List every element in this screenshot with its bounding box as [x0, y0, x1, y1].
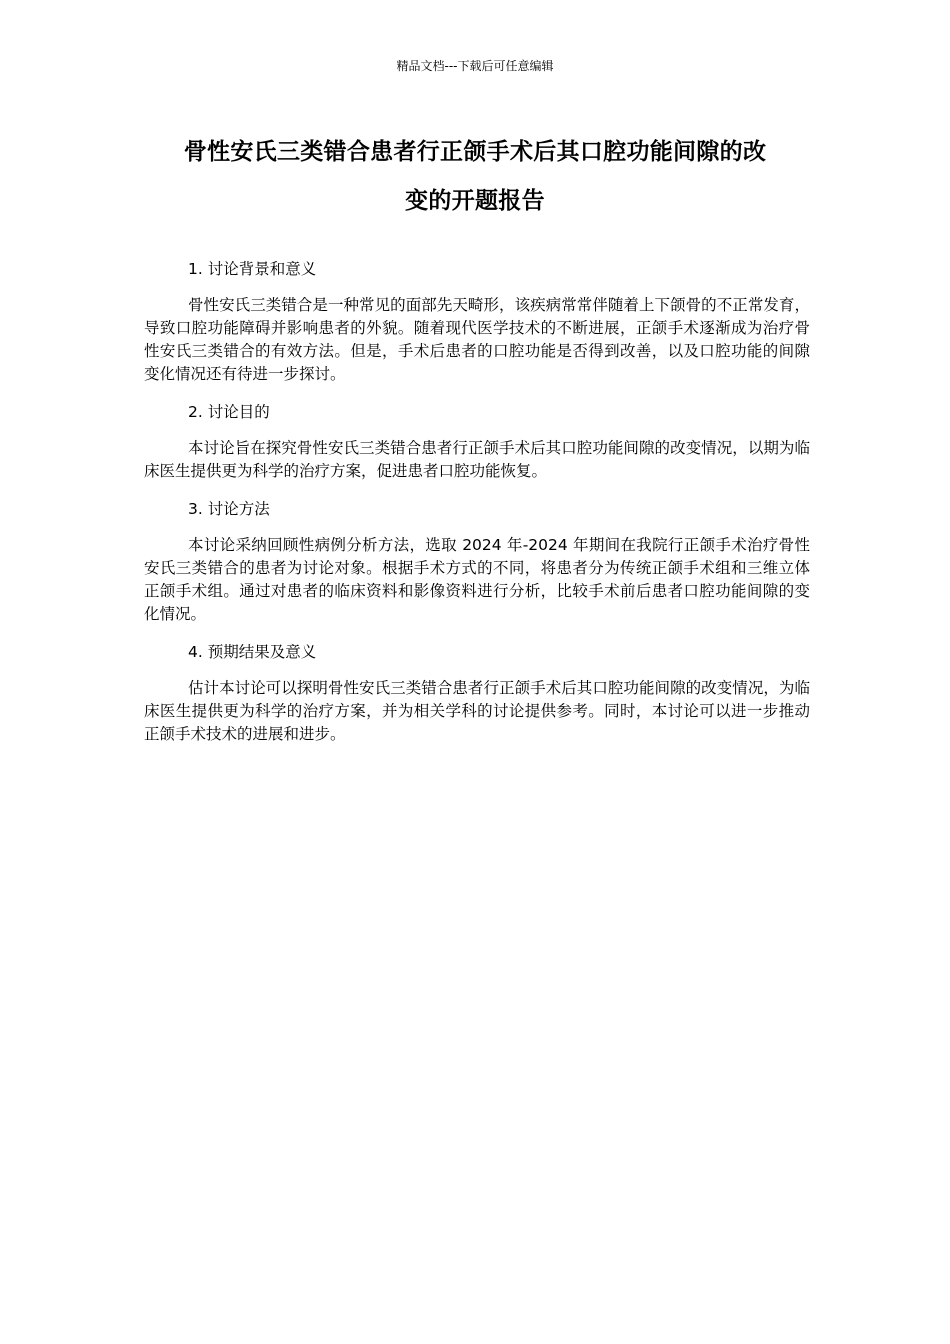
header-note: 精品文档---下载后可任意编辑: [396, 59, 554, 73]
document-title-line-1: 骨性安氏三类错合患者行正颌手术后其口腔功能间隙的改: [183, 139, 767, 165]
document-title-line-2: 变的开题报告: [405, 188, 545, 214]
section-paragraph: 本讨论旨在探究骨性安氏三类错合患者行正颌手术后其口腔功能间隙的改变情况，以期为临床医生提供更为科学的治疗方案，促进患者口腔功能恢复。: [144, 439, 810, 480]
section-background: [144, 258, 810, 386]
section-heading: 4. 预期结果及意义: [188, 643, 317, 661]
section-method: [144, 498, 810, 626]
document-title: [145, 128, 805, 226]
section-heading: 1. 讨论背景和意义: [188, 260, 317, 278]
document-body: [144, 258, 810, 761]
section-expected-results: [144, 641, 810, 746]
section-paragraph: 估计本讨论可以探明骨性安氏三类错合患者行正颌手术后其口腔功能间隙的改变情况，为临床医生提供更为科学的治疗方案，并为相关学科的讨论提供参考。同时，本讨论可以进一步推动正颌手术技术的进展和进步。: [144, 679, 810, 743]
section-heading: 2. 讨论目的: [188, 403, 270, 421]
section-heading: 3. 讨论方法: [188, 500, 270, 518]
section-purpose: [144, 401, 810, 483]
section-paragraph: 骨性安氏三类错合是一种常见的面部先天畸形，该疾病常常伴随着上下颌骨的不正常发育，导致口腔功能障碍并影响患者的外貌。随着现代医学技术的不断进展，正颌手术逐渐成为治疗骨性安氏三类错合的有效方法。但是，手术后患者的口腔功能是否得到改善，以及口腔功能的间隙变化情况还有待进一步探讨。: [144, 296, 810, 383]
section-paragraph: 本讨论采纳回顾性病例分析方法，选取 2024 年-2024 年期间在我院行正颌手术治疗骨性安氏三类错合的患者为讨论对象。根据手术方式的不同，将患者分为传统正颌手术组和三维立体正颌手术组。通过对患者的临床资料和影像资料进行分析，比较手术前后患者口腔功能间隙的变化情况。: [144, 536, 810, 623]
